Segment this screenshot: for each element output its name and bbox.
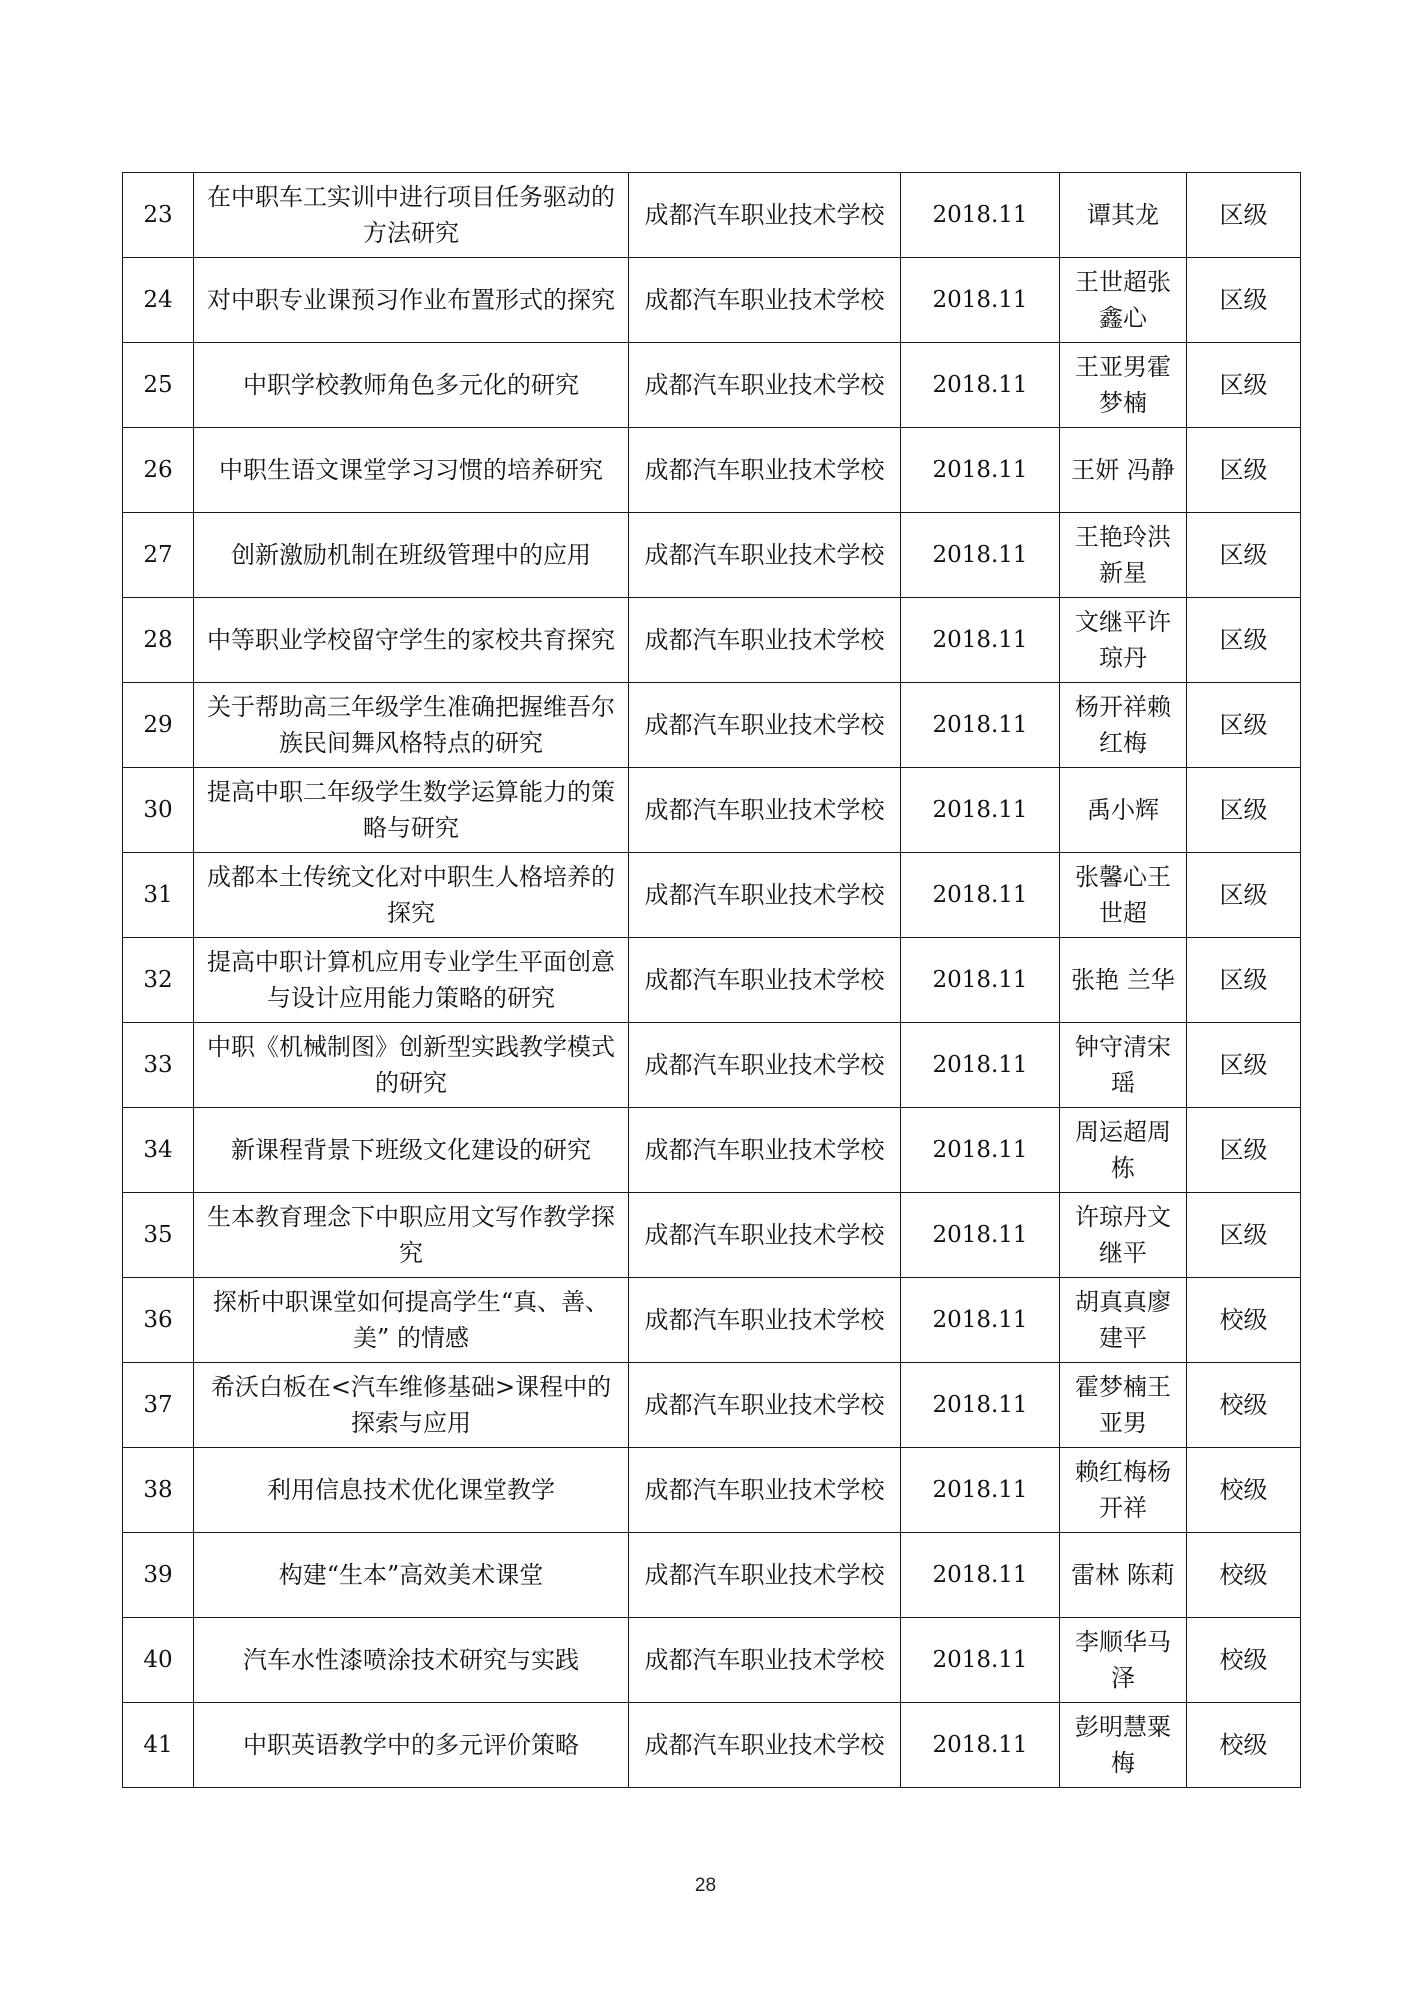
row-number-cell: 23 xyxy=(123,173,194,258)
level-cell: 区级 xyxy=(1187,513,1301,598)
school-cell: 成都汽车职业技术学校 xyxy=(629,683,901,768)
level-cell: 区级 xyxy=(1187,1193,1301,1278)
date-cell: 2018.11 xyxy=(901,1023,1060,1108)
date-cell: 2018.11 xyxy=(901,258,1060,343)
level-cell: 区级 xyxy=(1187,1108,1301,1193)
row-number-cell: 41 xyxy=(123,1703,194,1788)
level-cell: 区级 xyxy=(1187,343,1301,428)
authors-cell: 文继平许琼丹 xyxy=(1060,598,1187,683)
authors-cell: 王世超张鑫心 xyxy=(1060,258,1187,343)
table-row xyxy=(123,1618,1301,1703)
project-title-cell: 中职生语文课堂学习习惯的培养研究 xyxy=(194,428,629,513)
school-cell: 成都汽车职业技术学校 xyxy=(629,853,901,938)
date-cell: 2018.11 xyxy=(901,1533,1060,1618)
school-cell: 成都汽车职业技术学校 xyxy=(629,1023,901,1108)
date-cell: 2018.11 xyxy=(901,1108,1060,1193)
table-row xyxy=(123,1023,1301,1108)
level-cell: 区级 xyxy=(1187,1023,1301,1108)
school-cell: 成都汽车职业技术学校 xyxy=(629,1618,901,1703)
authors-cell: 钟守清宋瑶 xyxy=(1060,1023,1187,1108)
table-row xyxy=(123,1448,1301,1533)
level-cell: 校级 xyxy=(1187,1618,1301,1703)
level-cell: 区级 xyxy=(1187,938,1301,1023)
row-number-cell: 30 xyxy=(123,768,194,853)
level-cell: 区级 xyxy=(1187,683,1301,768)
level-cell: 校级 xyxy=(1187,1278,1301,1363)
school-cell: 成都汽车职业技术学校 xyxy=(629,343,901,428)
school-cell: 成都汽车职业技术学校 xyxy=(629,768,901,853)
authors-cell: 王妍 冯静 xyxy=(1060,428,1187,513)
project-title-cell: 对中职专业课预习作业布置形式的探究 xyxy=(194,258,629,343)
authors-cell: 张艳 兰华 xyxy=(1060,938,1187,1023)
table-row xyxy=(123,428,1301,513)
row-number-cell: 31 xyxy=(123,853,194,938)
authors-cell: 李顺华马泽 xyxy=(1060,1618,1187,1703)
project-title-cell: 中职学校教师角色多元化的研究 xyxy=(194,343,629,428)
row-number-cell: 32 xyxy=(123,938,194,1023)
table-body xyxy=(123,173,1301,1788)
project-title-cell: 生本教育理念下中职应用文写作教学探究 xyxy=(194,1193,629,1278)
row-number-cell: 35 xyxy=(123,1193,194,1278)
authors-cell: 许琼丹文继平 xyxy=(1060,1193,1187,1278)
date-cell: 2018.11 xyxy=(901,1448,1060,1533)
level-cell: 区级 xyxy=(1187,258,1301,343)
project-title-cell: 汽车水性漆喷涂技术研究与实践 xyxy=(194,1618,629,1703)
project-title-cell: 构建“生本”高效美术课堂 xyxy=(194,1533,629,1618)
date-cell: 2018.11 xyxy=(901,598,1060,683)
authors-cell: 杨开祥赖红梅 xyxy=(1060,683,1187,768)
school-cell: 成都汽车职业技术学校 xyxy=(629,1703,901,1788)
table-row xyxy=(123,853,1301,938)
table-row xyxy=(123,1278,1301,1363)
table-row xyxy=(123,1108,1301,1193)
school-cell: 成都汽车职业技术学校 xyxy=(629,258,901,343)
authors-cell: 周运超周栋 xyxy=(1060,1108,1187,1193)
table-row xyxy=(123,173,1301,258)
school-cell: 成都汽车职业技术学校 xyxy=(629,1193,901,1278)
row-number-cell: 40 xyxy=(123,1618,194,1703)
row-number-cell: 25 xyxy=(123,343,194,428)
project-title-cell: 创新激励机制在班级管理中的应用 xyxy=(194,513,629,598)
project-title-cell: 新课程背景下班级文化建设的研究 xyxy=(194,1108,629,1193)
level-cell: 校级 xyxy=(1187,1703,1301,1788)
table-row xyxy=(123,598,1301,683)
authors-cell: 王艳玲洪新星 xyxy=(1060,513,1187,598)
level-cell: 区级 xyxy=(1187,173,1301,258)
level-cell: 区级 xyxy=(1187,853,1301,938)
project-title-cell: 利用信息技术优化课堂教学 xyxy=(194,1448,629,1533)
row-number-cell: 33 xyxy=(123,1023,194,1108)
school-cell: 成都汽车职业技术学校 xyxy=(629,1108,901,1193)
school-cell: 成都汽车职业技术学校 xyxy=(629,598,901,683)
date-cell: 2018.11 xyxy=(901,683,1060,768)
table-row xyxy=(123,343,1301,428)
table-row xyxy=(123,258,1301,343)
row-number-cell: 28 xyxy=(123,598,194,683)
table-row xyxy=(123,513,1301,598)
school-cell: 成都汽车职业技术学校 xyxy=(629,513,901,598)
table-row xyxy=(123,1703,1301,1788)
date-cell: 2018.11 xyxy=(901,1618,1060,1703)
row-number-cell: 29 xyxy=(123,683,194,768)
table-row xyxy=(123,683,1301,768)
level-cell: 区级 xyxy=(1187,768,1301,853)
page-number: 28 xyxy=(694,1875,717,1896)
row-number-cell: 24 xyxy=(123,258,194,343)
level-cell: 区级 xyxy=(1187,428,1301,513)
date-cell: 2018.11 xyxy=(901,768,1060,853)
date-cell: 2018.11 xyxy=(901,428,1060,513)
row-number-cell: 34 xyxy=(123,1108,194,1193)
table-row xyxy=(123,768,1301,853)
level-cell: 校级 xyxy=(1187,1448,1301,1533)
authors-cell: 赖红梅杨开祥 xyxy=(1060,1448,1187,1533)
table-row xyxy=(123,1193,1301,1278)
project-title-cell: 中职《机械制图》创新型实践教学模式的研究 xyxy=(194,1023,629,1108)
authors-cell: 张馨心王世超 xyxy=(1060,853,1187,938)
date-cell: 2018.11 xyxy=(901,173,1060,258)
authors-cell: 胡真真廖建平 xyxy=(1060,1278,1187,1363)
authors-cell: 禹小辉 xyxy=(1060,768,1187,853)
level-cell: 校级 xyxy=(1187,1533,1301,1618)
project-title-cell: 探析中职课堂如何提高学生“真、善、美” 的情感 xyxy=(194,1278,629,1363)
date-cell: 2018.11 xyxy=(901,1278,1060,1363)
authors-cell: 彭明慧粟梅 xyxy=(1060,1703,1187,1788)
project-title-cell: 中职英语教学中的多元评价策略 xyxy=(194,1703,629,1788)
authors-cell: 霍梦楠王亚男 xyxy=(1060,1363,1187,1448)
level-cell: 校级 xyxy=(1187,1363,1301,1448)
row-number-cell: 26 xyxy=(123,428,194,513)
project-title-cell: 中等职业学校留守学生的家校共育探究 xyxy=(194,598,629,683)
date-cell: 2018.11 xyxy=(901,1193,1060,1278)
school-cell: 成都汽车职业技术学校 xyxy=(629,1448,901,1533)
school-cell: 成都汽车职业技术学校 xyxy=(629,428,901,513)
project-title-cell: 提高中职二年级学生数学运算能力的策略与研究 xyxy=(194,768,629,853)
research-projects-table xyxy=(122,172,1301,1788)
row-number-cell: 36 xyxy=(123,1278,194,1363)
school-cell: 成都汽车职业技术学校 xyxy=(629,1278,901,1363)
authors-cell: 王亚男霍梦楠 xyxy=(1060,343,1187,428)
project-title-cell: 成都本土传统文化对中职生人格培养的探究 xyxy=(194,853,629,938)
row-number-cell: 39 xyxy=(123,1533,194,1618)
school-cell: 成都汽车职业技术学校 xyxy=(629,173,901,258)
date-cell: 2018.11 xyxy=(901,1363,1060,1448)
table-row xyxy=(123,938,1301,1023)
date-cell: 2018.11 xyxy=(901,853,1060,938)
date-cell: 2018.11 xyxy=(901,1703,1060,1788)
project-title-cell: 在中职车工实训中进行项目任务驱动的方法研究 xyxy=(194,173,629,258)
project-title-cell: 关于帮助高三年级学生准确把握维吾尔族民间舞风格特点的研究 xyxy=(194,683,629,768)
row-number-cell: 37 xyxy=(123,1363,194,1448)
school-cell: 成都汽车职业技术学校 xyxy=(629,1363,901,1448)
authors-cell: 谭其龙 xyxy=(1060,173,1187,258)
school-cell: 成都汽车职业技术学校 xyxy=(629,1533,901,1618)
school-cell: 成都汽车职业技术学校 xyxy=(629,938,901,1023)
table-row xyxy=(123,1363,1301,1448)
authors-cell: 雷林 陈莉 xyxy=(1060,1533,1187,1618)
project-title-cell: 希沃白板在<汽车维修基础>课程中的探索与应用 xyxy=(194,1363,629,1448)
date-cell: 2018.11 xyxy=(901,343,1060,428)
date-cell: 2018.11 xyxy=(901,513,1060,598)
table-row xyxy=(123,1533,1301,1618)
row-number-cell: 27 xyxy=(123,513,194,598)
date-cell: 2018.11 xyxy=(901,938,1060,1023)
row-number-cell: 38 xyxy=(123,1448,194,1533)
level-cell: 区级 xyxy=(1187,598,1301,683)
project-title-cell: 提高中职计算机应用专业学生平面创意与设计应用能力策略的研究 xyxy=(194,938,629,1023)
